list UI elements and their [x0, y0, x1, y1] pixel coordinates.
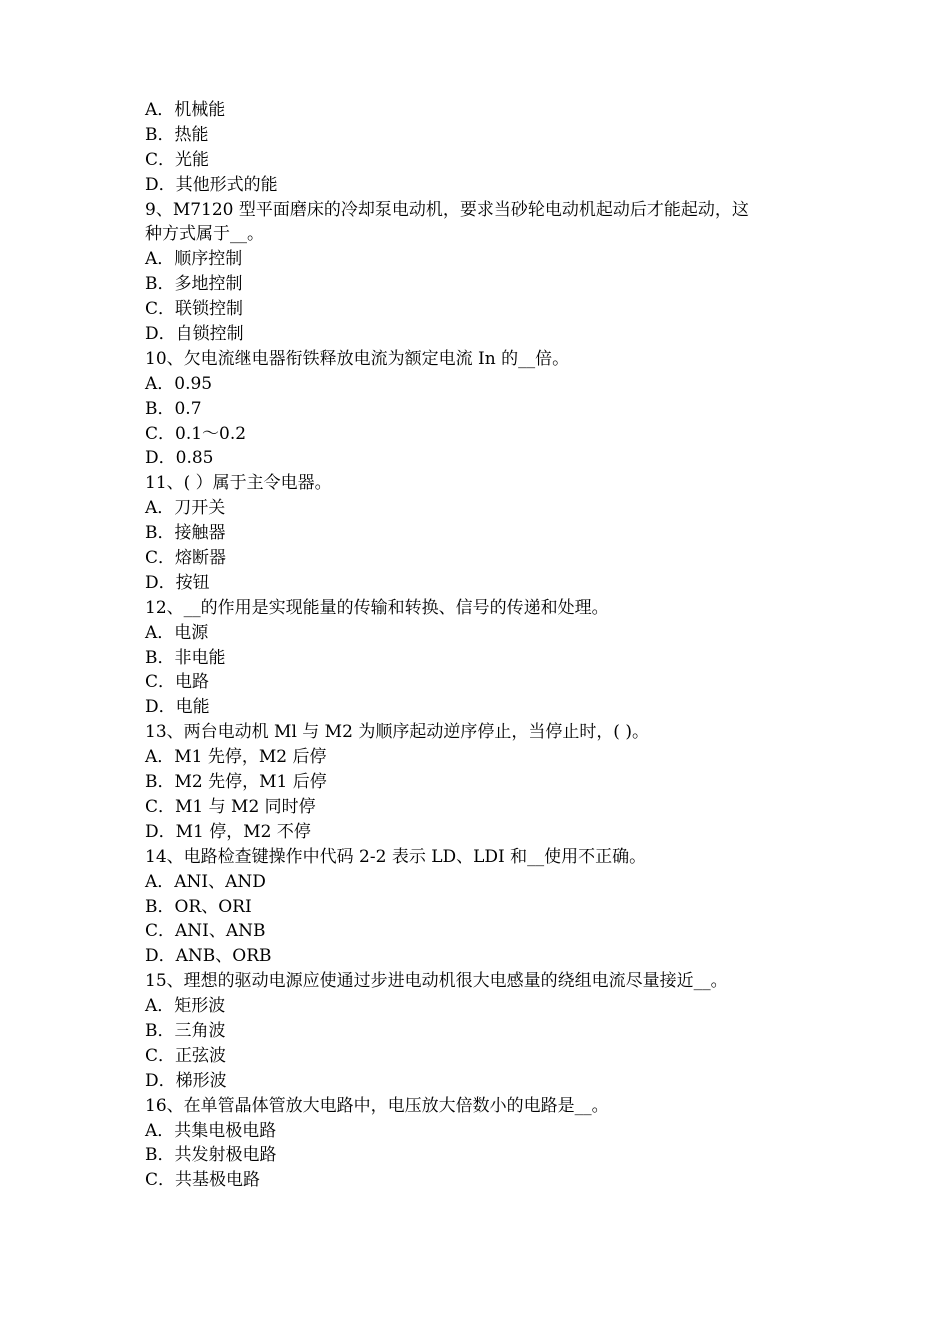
option-b: B．三角波: [145, 1020, 226, 1041]
option-c: C．联锁控制: [145, 299, 244, 320]
option-d: D．0.85: [145, 448, 214, 469]
option-d: D．M1 停，M2 不停: [145, 821, 311, 842]
option-d: D．按钮: [145, 572, 210, 593]
option-d: D．其他形式的能: [145, 174, 278, 195]
option-b: B．接触器: [145, 523, 226, 544]
option-c: C．熔断器: [145, 548, 227, 569]
document-page: [145, 98, 810, 1193]
option-b: B．OR、ORI: [145, 896, 252, 917]
option-a: A．矩形波: [145, 996, 226, 1017]
option-c: C．ANI、ANB: [145, 921, 266, 942]
option-b: B．M2 先停，M1 后停: [145, 772, 327, 793]
question-16: 16、在单管晶体管放大电路中，电压放大倍数小的电路是__。: [145, 1095, 609, 1116]
option-b: B．非电能: [145, 647, 226, 668]
option-a: A．0.95: [145, 373, 213, 394]
question-10: 10、欠电流继电器衔铁释放电流为额定电流 In 的__倍。: [145, 348, 570, 369]
question-9: 9、M7120 型平面磨床的冷却泵电动机，要求当砂轮电动机起动后才能起动，这: [145, 199, 749, 220]
option-a: A．电源: [145, 622, 209, 643]
option-b: B．热能: [145, 124, 209, 145]
question-11: 11、( ）属于主令电器。: [145, 473, 332, 494]
question-12: 12、__的作用是实现能量的传输和转换、信号的传递和处理。: [145, 597, 609, 618]
question-15: 15、理想的驱动电源应使通过步进电动机很大电感量的绕组电流尽量接近__。: [145, 971, 728, 992]
question-14: 14、电路检查键操作中代码 2-2 表示 LD、LDI 和__使用不正确。: [145, 846, 647, 867]
option-c: C．共基极电路: [145, 1170, 261, 1191]
option-c: C．正弦波: [145, 1045, 227, 1066]
question-9-cont: 种方式属于__。: [145, 224, 264, 245]
question-13: 13、两台电动机 Ml 与 M2 为顺序起动逆序停止，当停止时，( )。: [145, 722, 649, 743]
option-b: B．0.7: [145, 398, 202, 419]
option-c: C．M1 与 M2 同时停: [145, 796, 316, 817]
option-d: D．ANB、ORB: [145, 946, 272, 967]
option-b: B．多地控制: [145, 274, 243, 295]
option-c: C．0.1～0.2: [145, 423, 247, 444]
option-b: B．共发射极电路: [145, 1145, 277, 1166]
option-a: A．机械能: [145, 100, 226, 120]
option-a: A．刀开关: [145, 498, 226, 519]
option-c: C．电路: [145, 672, 210, 693]
option-c: C．光能: [145, 149, 210, 170]
option-d: D．自锁控制: [145, 324, 244, 345]
option-a: A．顺序控制: [145, 249, 243, 270]
option-d: D．电能: [145, 697, 210, 718]
option-d: D．梯形波: [145, 1070, 227, 1091]
option-a: A．M1 先停，M2 后停: [145, 747, 327, 768]
option-a: A．ANI、AND: [145, 871, 266, 892]
option-a: A．共集电极电路: [145, 1120, 277, 1141]
